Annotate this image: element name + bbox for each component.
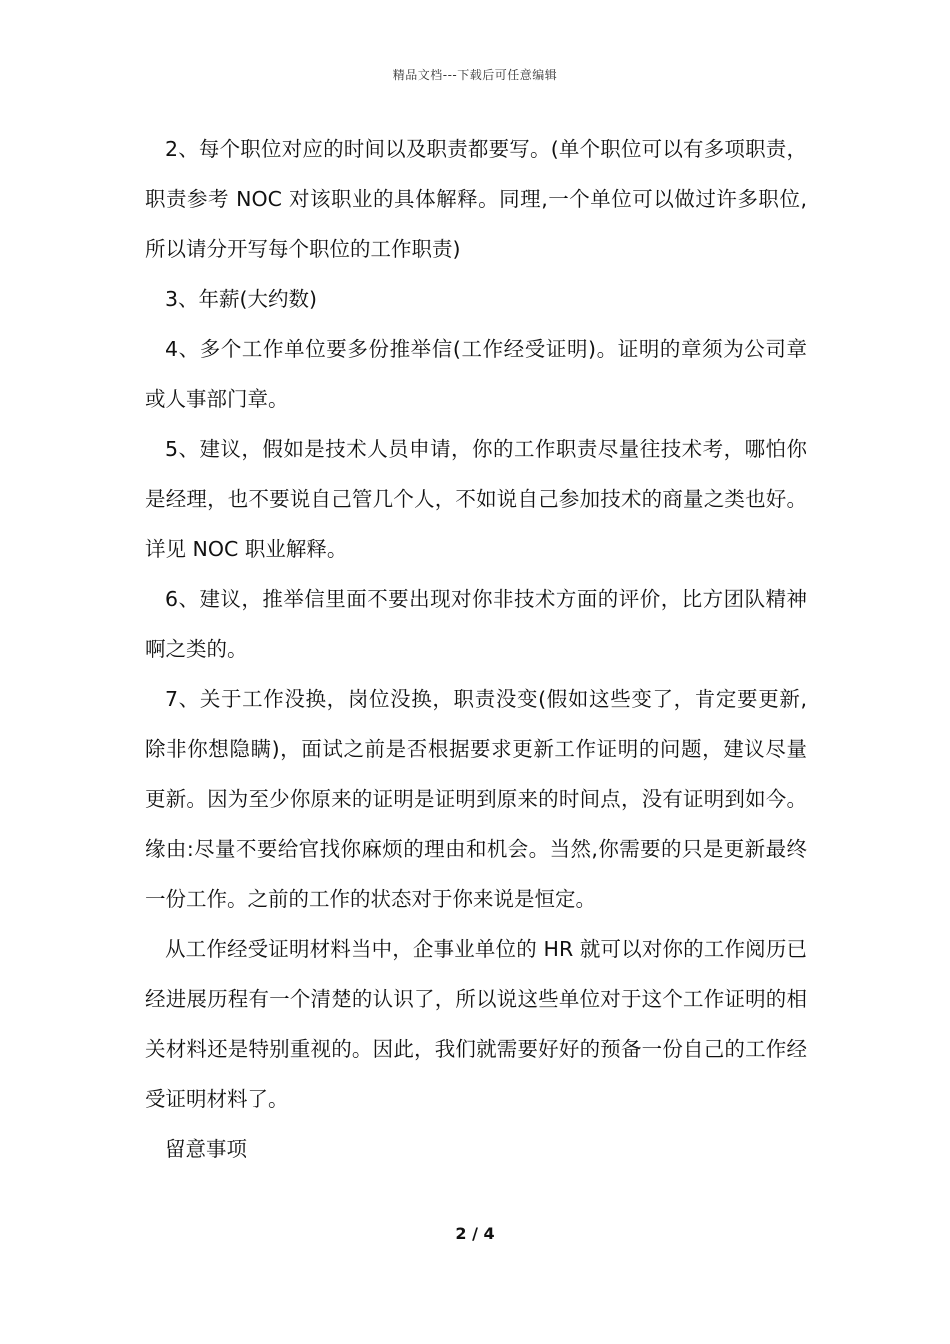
page-header: 精品文档---下载后可任意编辑: [392, 68, 558, 82]
page-number: 2 / 4: [455, 1224, 495, 1243]
paragraph-item-2: 2、每个职位对应的时间以及职责都要写。(单个职位可以有多项职责，职责参考 NOC 对该职业的具体解释。同理,一个单位可以做过许多职位,所以请分开写每个职位的工作职责): [145, 137, 807, 261]
paragraph-item-3: 3、年薪(大约数): [165, 287, 318, 311]
paragraph-item-6: 6、建议，推举信里面不要出现对你非技术方面的评价，比方团队精神啊之类的。: [145, 587, 807, 661]
document-body: [145, 124, 807, 1174]
paragraph-summary: 从工作经受证明材料当中，企事业单位的 HR 就可以对你的工作阅历已经进展历程有一个清楚的认识了，所以说这些单位对于这个工作证明的相关材料还是特别重视的。因此，我们就需要好好的预备一份自己的工作经受证明材料了。: [145, 937, 807, 1111]
paragraph-item-7: 7、关于工作没换，岗位没换，职责没变(假如这些变了，肯定要更新,除非你想隐瞒)，面试之前是否根据要求更新工作证明的问题，建议尽量更新。因为至少你原来的证明是证明到原来的时间点，没有证明到如今。缘由:尽量不要给官找你麻烦的理由和机会。当然,你需要的只是更新最终一份工作。之前的工作的状态对于你来说是恒定。: [145, 687, 807, 911]
paragraph-item-4: 4、多个工作单位要多份推举信(工作经受证明)。证明的章须为公司章或人事部门章。: [145, 337, 807, 411]
paragraph-item-5: 5、建议，假如是技术人员申请，你的工作职责尽量往技术考，哪怕你是经理，也不要说自己管几个人，不如说自己参加技术的商量之类也好。详见 NOC 职业解释。: [145, 437, 807, 561]
section-heading-notes: 留意事项: [165, 1137, 247, 1161]
